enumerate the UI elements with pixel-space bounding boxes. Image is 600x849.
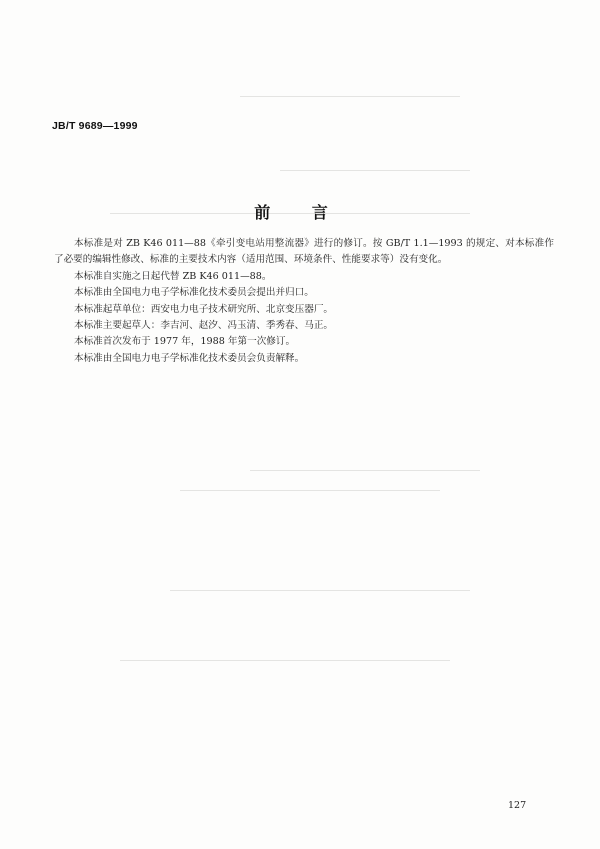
- paragraph: 本标准首次发布于 1977 年，1988 年第一次修订。: [74, 336, 296, 348]
- scan-streak: [120, 660, 450, 661]
- scan-streak: [180, 490, 440, 491]
- page-number: 127: [508, 800, 527, 811]
- paragraph: 本标准是对 ZB K46 011—88《牵引变电站用整流器》进行的修订。按 GB/T 1.1—1993 的规定、对本标准作了必要的编辑性修改、标准的主要技术内容（适用范围、环境条件、性能要求等）没有变化。: [54, 238, 554, 266]
- scan-streak: [250, 470, 480, 471]
- paragraph: 本标准起草单位：西安电力电子技术研究所、北京变压器厂。: [74, 303, 334, 315]
- paragraph: 本标准由全国电力电子学标准化技术委员会负责解释。: [74, 352, 305, 364]
- page-title: 前 言: [254, 203, 346, 222]
- paragraph: 本标准由全国电力电子学标准化技术委员会提出并归口。: [74, 287, 314, 299]
- scan-streak: [170, 590, 470, 591]
- document-body: [54, 236, 554, 367]
- paragraph: 本标准主要起草人：李吉河、赵汐、冯玉清、季秀春、马正。: [74, 320, 334, 332]
- standard-id: JB/T 9689—1999: [52, 120, 138, 132]
- scan-streak: [280, 170, 470, 171]
- paragraph: 本标准自实施之日起代替 ZB K46 011—88。: [74, 270, 272, 282]
- scan-streak: [240, 96, 460, 97]
